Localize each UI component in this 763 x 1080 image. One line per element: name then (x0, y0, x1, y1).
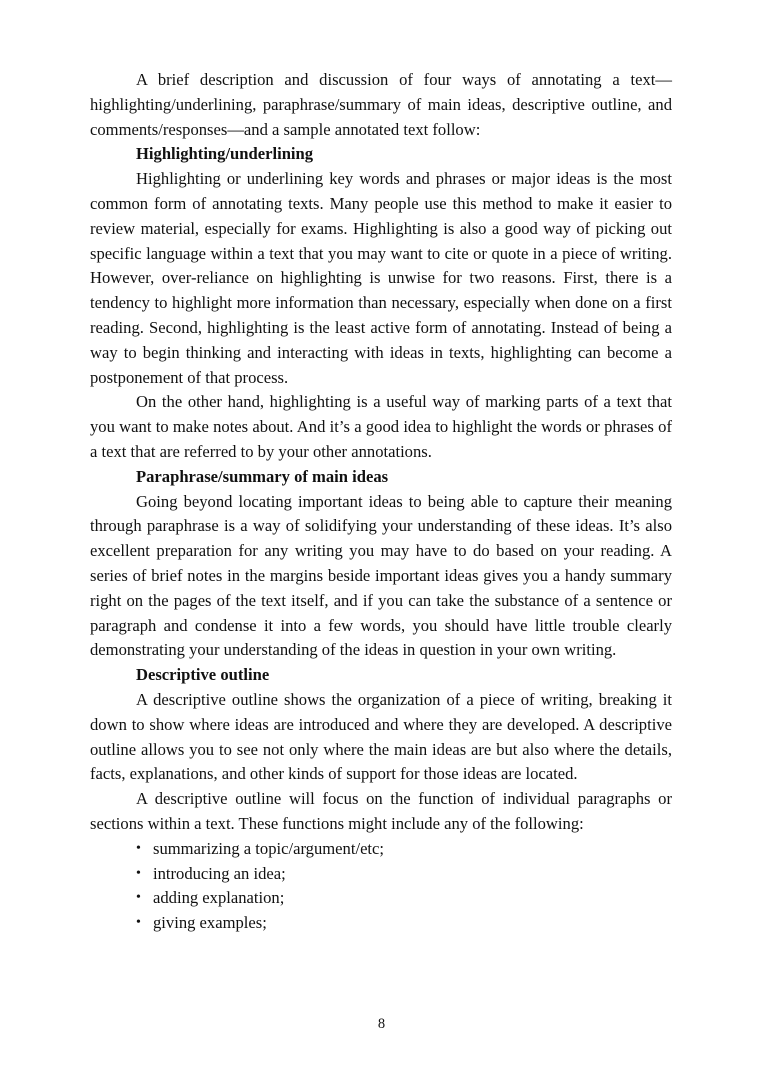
list-item: • summarizing a topic/argument/etc; (136, 837, 672, 862)
outline-paragraph-1: A descriptive outline shows the organization of a piece of writing, breaking it down to show where ideas are introduced and where they are developed. A descriptive outline allows you to see not only where the main ideas are but also where the details, facts, explanations, and other kinds of support for those ideas are located. (90, 689, 672, 784)
list-item: • adding explanation; (136, 886, 672, 911)
document-page (90, 68, 672, 936)
section-heading-paraphrase: Paraphrase/summary of main ideas (136, 466, 389, 486)
paraphrase-paragraph-1: Going beyond locating important ideas to being able to capture their meaning through paraphrase is a way of solidifying your understanding of these ideas. It’s also excellent preparation for any writing you may have to do based on your reading. A series of brief notes in the margins beside important ideas gives you a handy summary right on the pages of the text itself, and if you can take the substance of a sentence or paragraph and condense it into a few words, you should have little trouble clearly demonstrating your understanding of the ideas in question in your own writing. (90, 491, 672, 660)
intro-paragraph: A brief description and discussion of four ways of annotating a text—highlighting/underlining, paraphrase/summary of main ideas, descriptive outline, and comments/responses—and a sample annotated text follow: (90, 70, 672, 139)
section-heading-descriptive-outline: Descriptive outline (136, 665, 270, 685)
page-number: 8 (377, 1016, 386, 1032)
function-list (90, 837, 672, 936)
highlighting-paragraph-1: Highlighting or underlining key words and phrases or major ideas is the most common form of annotating texts. Many people use this method to make it easier to review material, especially for exams. Highlighting is also a good way of picking out specific language within a text that you may want to cite or quote in a piece of writing. However, over-reliance on highlighting is unwise for two reasons. First, there is a tendency to highlight more information than necessary, especially when done on a first reading. Second, highlighting is the least active form of annotating. Instead of being a way to begin thinking and interacting with ideas in texts, highlighting can become a postponement of that process. (90, 169, 672, 387)
section-heading-highlighting: Highlighting/underlining (136, 144, 314, 164)
list-item: • introducing an idea; (136, 862, 672, 887)
highlighting-paragraph-2: On the other hand, highlighting is a useful way of marking parts of a text that you want to make notes about. And it’s a good idea to highlight the words or phrases of a text that are referred to by your other annotations. (90, 392, 672, 461)
outline-paragraph-2: A descriptive outline will focus on the function of individual paragraphs or sections within a text. These functions might include any of the following: (90, 789, 672, 833)
list-item: • giving examples; (136, 911, 672, 936)
